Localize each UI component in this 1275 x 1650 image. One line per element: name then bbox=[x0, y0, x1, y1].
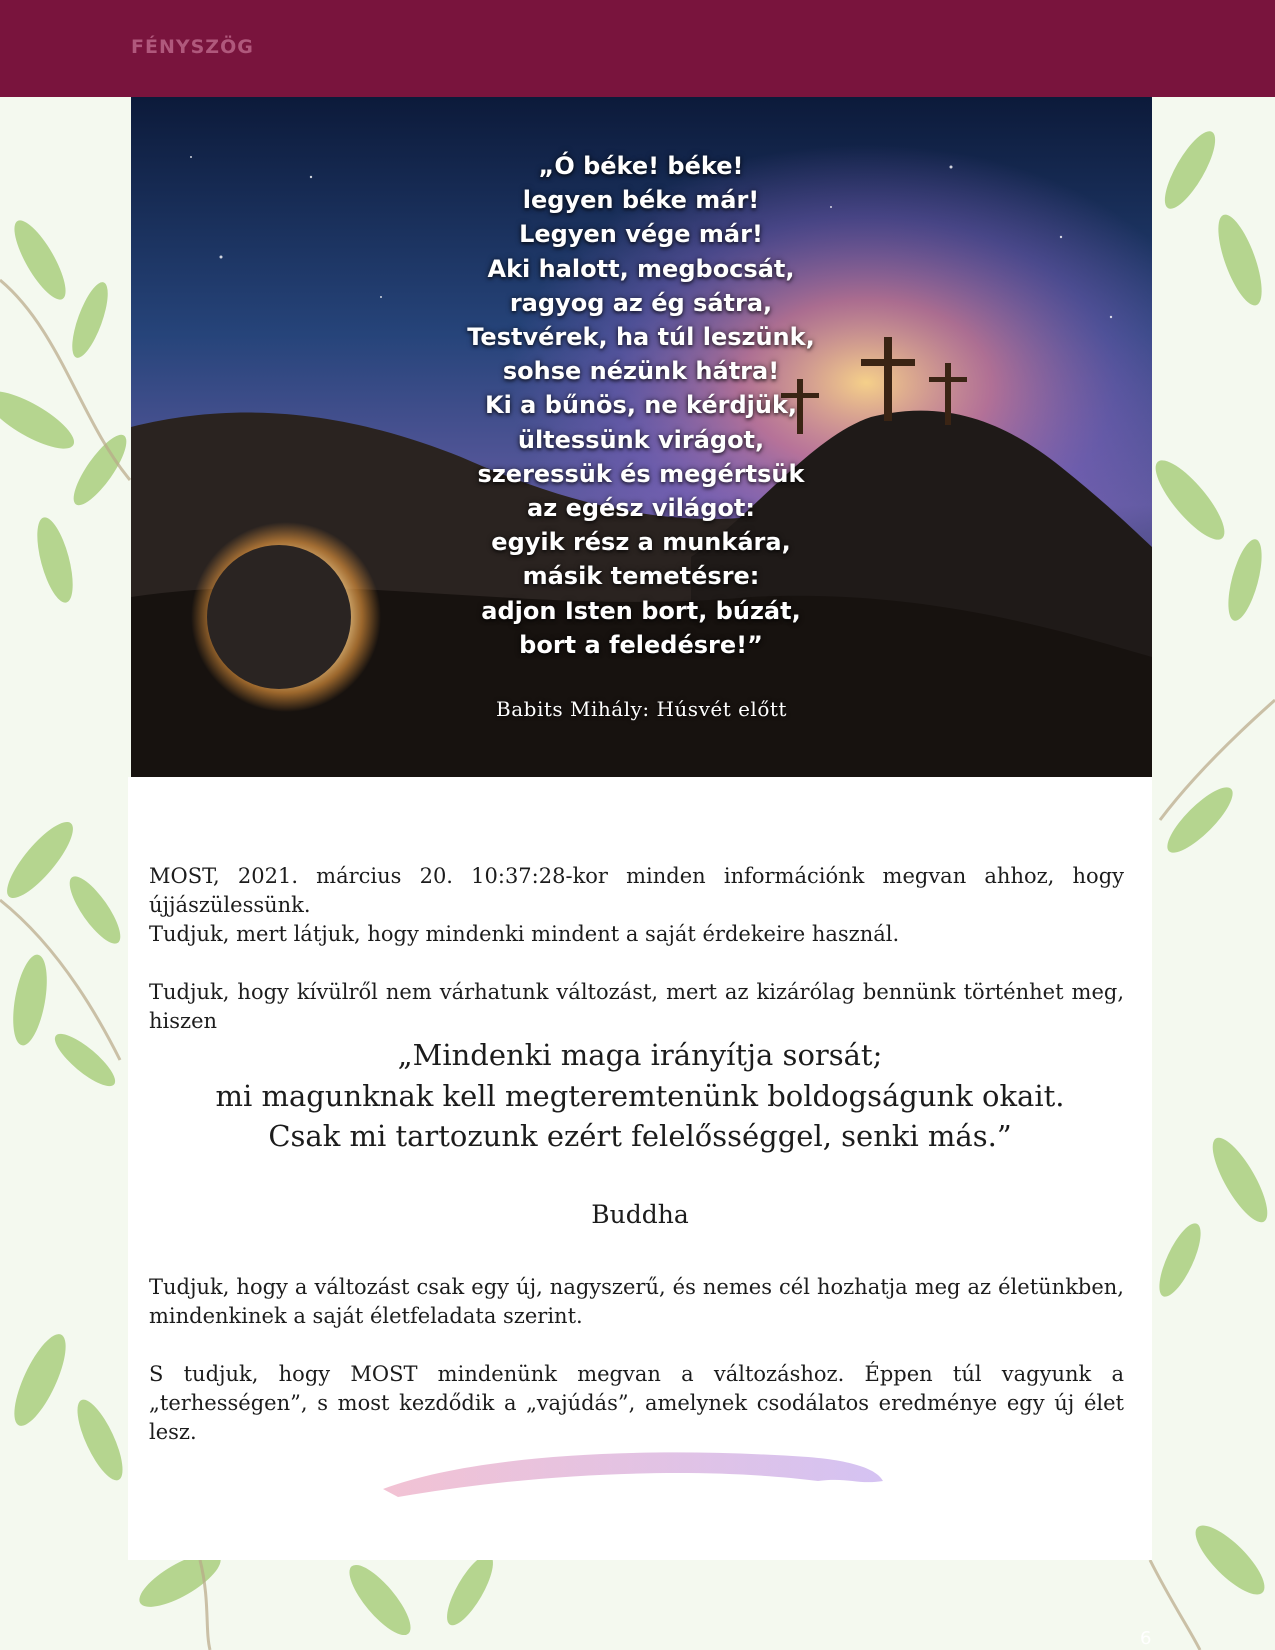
quote-line: „Mindenki maga irányítja sorsát; bbox=[397, 1038, 883, 1072]
poem-line: az egész világot: bbox=[527, 494, 755, 523]
poem-line: egyik rész a munkára, bbox=[491, 528, 791, 557]
poem-author: Babits Mihály: Húsvét előtt bbox=[496, 697, 787, 721]
poem-line: Aki halott, megbocsát, bbox=[487, 254, 795, 283]
poem-line: Testvérek, ha túl leszünk, bbox=[467, 323, 815, 352]
header-bar bbox=[0, 0, 1275, 97]
poem-line: Ki a bűnös, ne kérdjük, bbox=[484, 391, 798, 420]
brand-logo: FÉNYSZÖG bbox=[131, 36, 254, 58]
poem-line: adjon Isten bort, búzát, bbox=[481, 596, 801, 625]
poem-line: bort a feledésre!” bbox=[519, 630, 763, 659]
paragraph-2: Tudjuk, mert látjuk, hogy mindenki mindent a saját érdekeire használ. bbox=[149, 922, 900, 946]
paragraph-4: Tudjuk, hogy a változást csak egy új, nagyszerű, és nemes cél hozhatja meg az életünkben, mindenkinek a saját életfeladata szerint. bbox=[149, 1275, 1124, 1328]
poem-line: sohse nézünk hátra! bbox=[502, 357, 780, 386]
poem-line: szeressük és megértsük bbox=[477, 459, 805, 488]
hero-image bbox=[131, 97, 1152, 777]
poem-line: „Ó béke! béke! bbox=[538, 152, 744, 180]
paragraph-1: MOST, 2021. március 20. 10:37:28-kor minden információnk megvan ahhoz, hogy újjászülessünk. bbox=[149, 864, 1124, 917]
brush-stroke-divider bbox=[378, 1437, 888, 1507]
poem-line: ragyog az ég sátra, bbox=[509, 288, 773, 317]
quote-line: mi magunknak kell megteremtenünk boldogságunk okait. bbox=[215, 1078, 1065, 1113]
poem-line: legyen béke már! bbox=[522, 186, 760, 215]
poem-text bbox=[191, 149, 1091, 662]
page-number: 6 bbox=[1140, 1628, 1152, 1649]
article-body bbox=[128, 777, 1152, 1560]
poem-line: Legyen vége már! bbox=[519, 220, 763, 249]
buddha-quote bbox=[128, 1035, 1152, 1157]
quote-author: Buddha bbox=[591, 1200, 689, 1229]
poem-line: ültessünk virágot, bbox=[517, 425, 765, 454]
paragraph-5: S tudjuk, hogy MOST mindenünk megvan a változáshoz. Éppen túl vagyunk a „terhességen”, s most kezdődik a „vajúdás”, amelynek csodálatos eredménye egy új élet lesz. bbox=[149, 1362, 1124, 1444]
quote-line: Csak mi tartozunk ezért felelősséggel, senki más.” bbox=[268, 1119, 1012, 1153]
paragraph-3: Tudjuk, hogy kívülről nem várhatunk változást, mert az kizárólag bennünk történhet meg, hiszen bbox=[149, 980, 1124, 1033]
poem-line: másik temetésre: bbox=[522, 562, 760, 591]
